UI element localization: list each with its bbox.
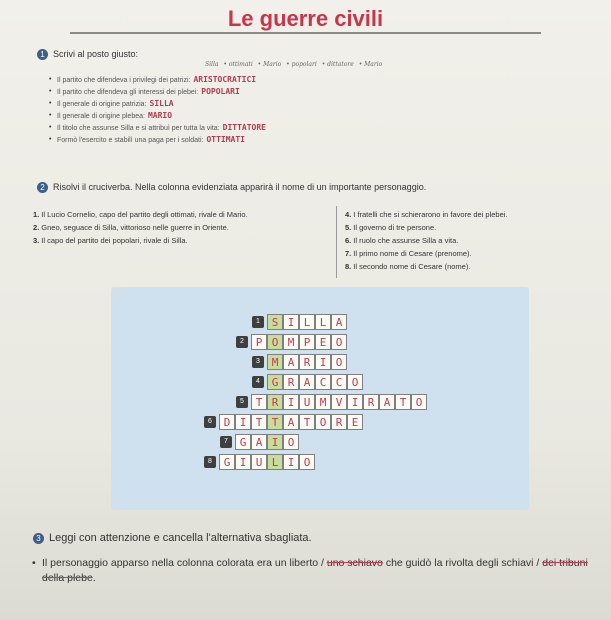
clue-text: Il primo nome di Cesare (prenome). [353, 249, 472, 258]
crossword-cell[interactable]: M [267, 354, 283, 370]
clues-right [345, 209, 610, 274]
crossword-cell[interactable]: I [283, 454, 299, 470]
crossword-cell[interactable]: O [267, 334, 283, 350]
crossword-cell[interactable]: O [347, 374, 363, 390]
page-title: Le guerre civili [227, 6, 384, 31]
item-answer[interactable]: MARIO [147, 111, 173, 120]
list-item [57, 98, 487, 110]
sentence-part: . [92, 572, 96, 584]
crossword-cell[interactable]: I [235, 454, 251, 470]
clue [345, 209, 610, 220]
crossword-cell[interactable]: I [235, 414, 251, 430]
crossword-cell[interactable]: O [411, 394, 427, 410]
section3-heading [33, 532, 312, 544]
section1-heading-text: Scrivi al posto giusto: [53, 49, 139, 59]
crossword-cell[interactable]: T [395, 394, 411, 410]
clue-text: Il ruolo che assunse Silla a vita. [353, 236, 459, 245]
title-divider [70, 32, 541, 34]
crossword-cell[interactable]: M [315, 394, 331, 410]
list-item [57, 110, 487, 122]
crossword-cell[interactable]: R [363, 394, 379, 410]
crossword-cell[interactable]: U [299, 394, 315, 410]
item-question: Il generale di origine patrizia: [57, 101, 147, 108]
item-answer[interactable]: DITTATORE [222, 123, 266, 132]
clues-left [33, 209, 338, 248]
crossword-cell[interactable]: I [315, 354, 331, 370]
section2-heading [37, 182, 607, 193]
item-question: Il titolo che assunse Silla e si attribuì per tutta la vita: [57, 125, 220, 132]
section1-number: 1 [37, 49, 48, 60]
crossword-cell[interactable]: E [315, 334, 331, 350]
section2-number: 2 [37, 182, 48, 193]
item-answer[interactable]: POPOLARI [201, 87, 240, 96]
crossword-cell[interactable]: T [267, 414, 283, 430]
item-question: Il partito che difendeva gli interessi dei plebei: [57, 89, 199, 96]
crossword-cell[interactable]: A [299, 374, 315, 390]
crossword-cell[interactable]: P [299, 334, 315, 350]
list-item [57, 74, 487, 86]
crossword-cell[interactable]: V [331, 394, 347, 410]
clue [345, 235, 610, 246]
clue-text: Il governo di tre persone. [353, 223, 437, 232]
crossword-cell[interactable]: O [315, 414, 331, 430]
crossword-cell[interactable]: R [299, 354, 315, 370]
crossword-cell[interactable]: I [267, 434, 283, 450]
crossword-row-number: 6 [204, 416, 216, 428]
clue [345, 248, 610, 259]
clue [33, 222, 338, 233]
word-bank-item: dittatore [327, 61, 354, 68]
section1-heading [37, 49, 138, 60]
clue-text: Il secondo nome di Cesare (nome). [353, 262, 471, 271]
crossword-cell[interactable]: I [347, 394, 363, 410]
crossword-cell[interactable]: I [283, 314, 299, 330]
clues-divider [336, 206, 337, 278]
crossword-cell[interactable]: L [267, 454, 283, 470]
clue-number: 8. [345, 262, 352, 271]
clue-number: 6. [345, 236, 352, 245]
clue-number: 2. [33, 223, 40, 232]
crossword-cell[interactable]: O [331, 354, 347, 370]
crossword-cell[interactable]: G [219, 454, 235, 470]
crossword-row-number: 3 [252, 356, 264, 368]
clue-number: 7. [345, 249, 352, 258]
crossword-cell[interactable]: L [299, 314, 315, 330]
clue [345, 222, 610, 233]
word-bank-item: ottimati [228, 61, 253, 68]
crossword-cell[interactable]: G [235, 434, 251, 450]
crossword-row-number: 2 [236, 336, 248, 348]
crossword-cell[interactable]: O [283, 434, 299, 450]
item-answer[interactable]: SILLA [149, 99, 174, 108]
clue [345, 261, 610, 272]
crossword-cell[interactable]: U [251, 454, 267, 470]
crossword-cell[interactable]: L [315, 314, 331, 330]
clue-number: 1. [33, 210, 40, 219]
crossword-cell[interactable]: O [299, 454, 315, 470]
crossword-cell[interactable]: R [267, 394, 283, 410]
crossword-row-number: 8 [204, 456, 216, 468]
crossword-cell[interactable]: P [251, 334, 267, 350]
crossword-cell[interactable]: E [347, 414, 363, 430]
word-bank: Silla • ottimati • Mario • popolari • dittatore • Mario [205, 61, 383, 68]
word-bank-item: Mario [364, 61, 383, 68]
item-question: Il generale di origine plebea: [57, 113, 145, 120]
crossword-row-number: 4 [252, 376, 264, 388]
item-answer[interactable]: ARISTOCRATICI [193, 75, 257, 84]
clue-text: Gneo, seguace di Silla, vittorioso nelle guerre in Oriente. [41, 223, 229, 232]
crossword-cell[interactable]: A [331, 314, 347, 330]
section3-heading-text: Leggi con attenzione e cancella l'alternativa sbagliata. [49, 532, 312, 544]
list-item [57, 134, 487, 146]
crossword-cell[interactable]: I [283, 394, 299, 410]
clue-text: Il Lucio Cornelio, capo del partito degli ottimati, rivale di Mario. [41, 210, 248, 219]
crossword-cell[interactable]: A [283, 414, 299, 430]
crossword-cell[interactable]: D [219, 414, 235, 430]
sentence-part: che guidò la rivolta degli schiavi / [382, 557, 543, 569]
crossword-cell[interactable]: T [299, 414, 315, 430]
sentence-part: Il personaggio apparso nella colonna colorata era un liberto / [42, 557, 327, 569]
clue-text: Il capo del partito dei popolari, rivale di Silla. [41, 236, 188, 245]
section3-number: 3 [33, 533, 44, 544]
item-answer[interactable]: OTTIMATI [206, 135, 245, 144]
item-question: Formò l'esercito e stabilì una paga per i soldati: [57, 137, 204, 144]
crossword-cell[interactable]: R [331, 414, 347, 430]
crossword-cell[interactable]: A [251, 434, 267, 450]
section2-heading-text: Risolvi il cruciverba. Nella colonna evidenziata apparirà il nome di un importante personaggio. [53, 182, 427, 192]
crossword-cell[interactable]: T [251, 414, 267, 430]
item-question: Il partito che difendeva i privilegi dei patrizi: [57, 77, 191, 84]
crossword-cell[interactable]: O [331, 334, 347, 350]
crossword-cell[interactable]: A [283, 354, 299, 370]
crossword-cell[interactable]: A [379, 394, 395, 410]
clue-number: 4. [345, 210, 352, 219]
clue [33, 235, 338, 246]
crossword-cell[interactable]: C [315, 374, 331, 390]
clue-number: 3. [33, 236, 40, 245]
clue [33, 209, 338, 220]
list-item [57, 86, 487, 98]
crossword-row-number: 5 [236, 396, 248, 408]
word-bank-item: Silla [205, 61, 219, 68]
crossword-cell[interactable]: M [283, 334, 299, 350]
crossword-cell[interactable]: C [331, 374, 347, 390]
struck-option[interactable]: dei tribuni della plebe [42, 557, 588, 584]
word-bank-item: popolari [291, 61, 317, 68]
crossword-cell[interactable]: G [267, 374, 283, 390]
struck-option[interactable]: uno schiavo [326, 557, 383, 569]
list-item [57, 122, 487, 134]
section3-sentence [42, 556, 602, 586]
clue-number: 5. [345, 223, 352, 232]
fill-in-list [57, 74, 487, 146]
crossword-row-number: 7 [220, 436, 232, 448]
crossword-row-number: 1 [252, 316, 264, 328]
word-bank-item: Mario [263, 61, 282, 68]
crossword-cell[interactable]: R [283, 374, 299, 390]
clue-text: I fratelli che si schierarono in favore dei plebei. [353, 210, 508, 219]
crossword-cell[interactable]: S [267, 314, 283, 330]
crossword-cell[interactable]: T [251, 394, 267, 410]
